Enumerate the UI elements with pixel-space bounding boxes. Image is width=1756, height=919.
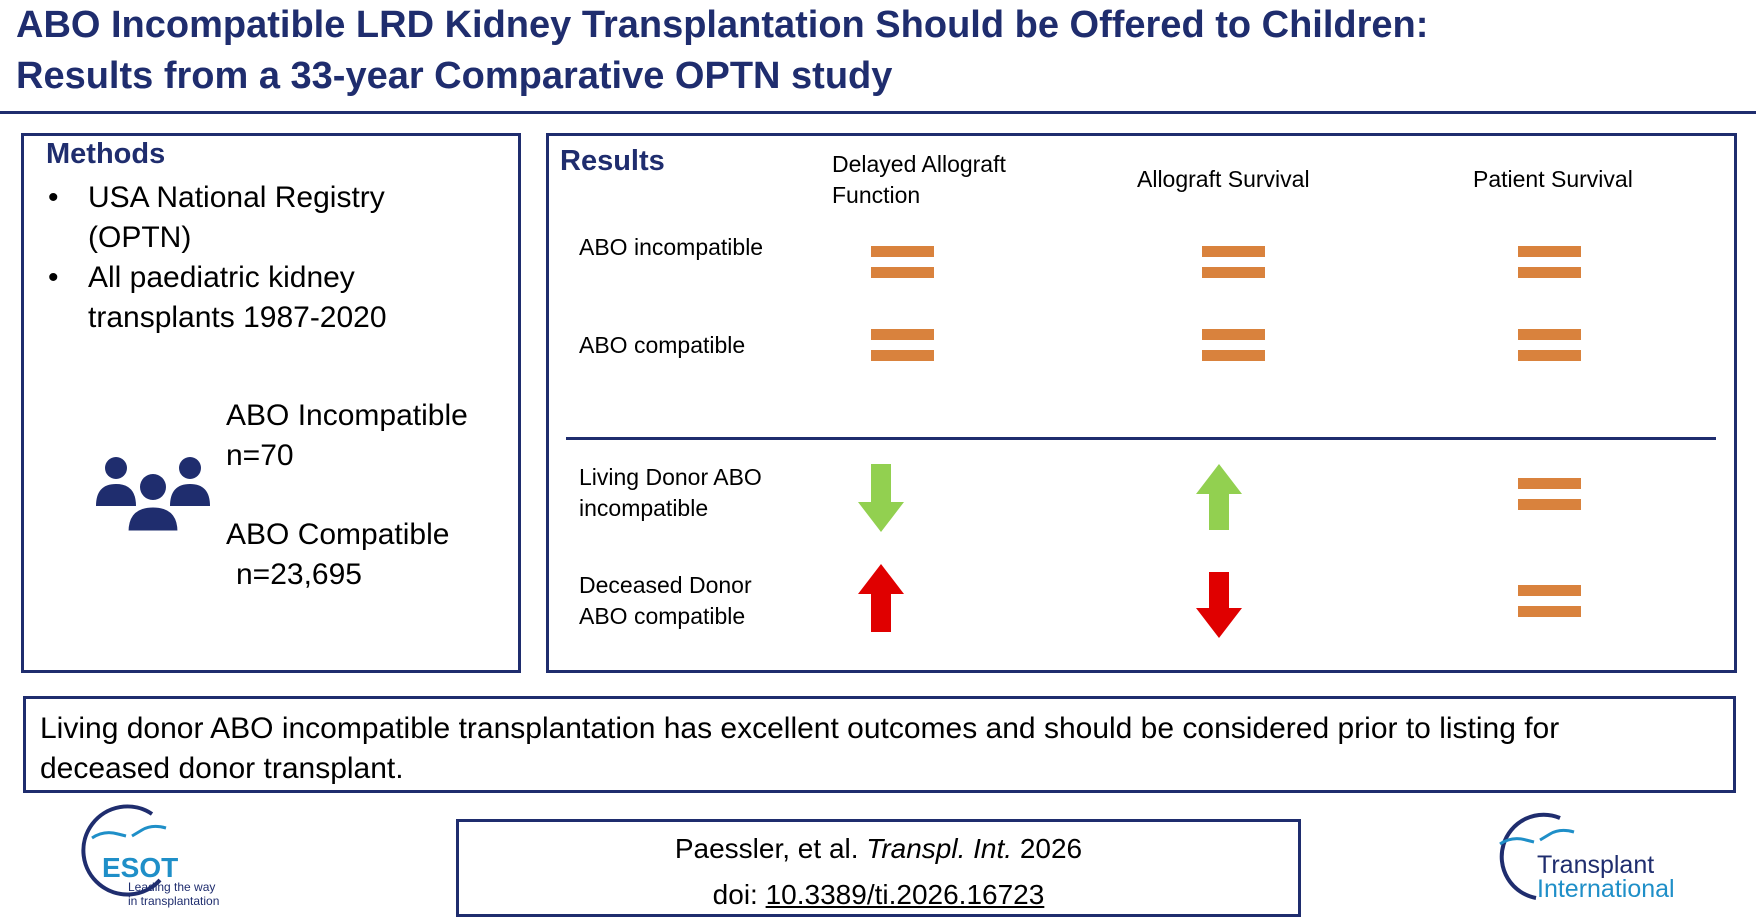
esot-logo-tagline (128, 880, 219, 908)
title-divider (0, 111, 1756, 114)
equal-icon (1202, 246, 1265, 278)
methods-bullet-item (42, 258, 502, 338)
methods-bullet-list (42, 178, 502, 338)
equal-icon (1518, 478, 1581, 510)
people-group-icon (92, 454, 214, 532)
row-label-living-donor (579, 462, 762, 524)
citation-authors: Paessler, et al. (674, 833, 859, 864)
column-header-patient-survival: Patient Survival (1473, 166, 1633, 192)
group-count: n=70 (226, 439, 294, 472)
equal-icon (1518, 246, 1581, 278)
row-label-abo-compatible: ABO compatible (579, 332, 746, 358)
ti-logo-line2: International (1537, 875, 1675, 903)
results-divider (566, 437, 1716, 440)
bullet-marker: • (48, 181, 59, 214)
esot-tagline-line: in transplantation (128, 894, 220, 908)
title-line-2: Results from a 33-year Comparative OPTN study (16, 55, 893, 97)
ti-logo-line1: Transplant (1537, 851, 1655, 879)
row-label-abo-incompatible: ABO incompatible (579, 234, 764, 260)
bullet-text: transplants 1987-2020 (88, 301, 387, 334)
group-compatible (226, 515, 449, 595)
results-heading: Results (560, 145, 665, 177)
group-incompatible (226, 396, 468, 476)
bullet-marker: • (48, 261, 59, 294)
conclusion-line: deceased donor transplant. (40, 752, 404, 785)
row-label-line: incompatible (579, 495, 709, 521)
citation-doi-line (459, 872, 1298, 918)
citation-doi-prefix: doi: (712, 879, 758, 910)
citation-reference (459, 826, 1298, 872)
arrow-down-green-icon (858, 464, 904, 532)
equal-icon (871, 246, 934, 278)
column-header-delayed-function (832, 149, 1006, 211)
bullet-text: USA National Registry (88, 181, 385, 214)
esot-logo-name: ESOT (102, 852, 179, 883)
methods-bullet-item (42, 178, 502, 258)
row-label-deceased-donor (579, 570, 752, 632)
esot-tagline-line: Leading the way (128, 880, 216, 894)
methods-heading: Methods (46, 138, 166, 170)
group-count: n=23,695 (236, 558, 362, 591)
citation-box (456, 819, 1301, 917)
arrow-up-red-icon (858, 564, 904, 632)
conclusion-box (23, 696, 1736, 793)
title-line-1: ABO Incompatible LRD Kidney Transplantation Should be Offered to Children: (16, 4, 1429, 46)
conclusion-line: Living donor ABO incompatible transplantation has excellent outcomes and should be considered prior to listing for (40, 712, 1560, 745)
citation-year: 2026 (1019, 833, 1083, 864)
row-label-line: Deceased Donor (579, 572, 752, 598)
column-header-line: Delayed Allograft (832, 151, 1006, 177)
equal-icon (1518, 585, 1581, 617)
doi-link[interactable]: 10.3389/ti.2026.16723 (765, 879, 1045, 910)
equal-icon (1202, 329, 1265, 361)
arrow-up-green-icon (1196, 464, 1242, 530)
column-header-allograft-survival: Allograft Survival (1137, 166, 1310, 192)
equal-icon (871, 329, 934, 361)
row-label-line: Living Donor ABO (579, 464, 762, 490)
citation-journal: Transpl. Int. (866, 833, 1013, 864)
equal-icon (1518, 329, 1581, 361)
group-label: ABO Incompatible (226, 399, 468, 432)
arrow-down-red-icon (1196, 572, 1242, 638)
page-title (16, 0, 1736, 102)
bullet-text: (OPTN) (88, 221, 192, 254)
row-label-line: ABO compatible (579, 603, 746, 629)
group-label: ABO Compatible (226, 518, 450, 551)
column-header-line: Function (832, 182, 921, 208)
bullet-text: All paediatric kidney (88, 261, 355, 294)
